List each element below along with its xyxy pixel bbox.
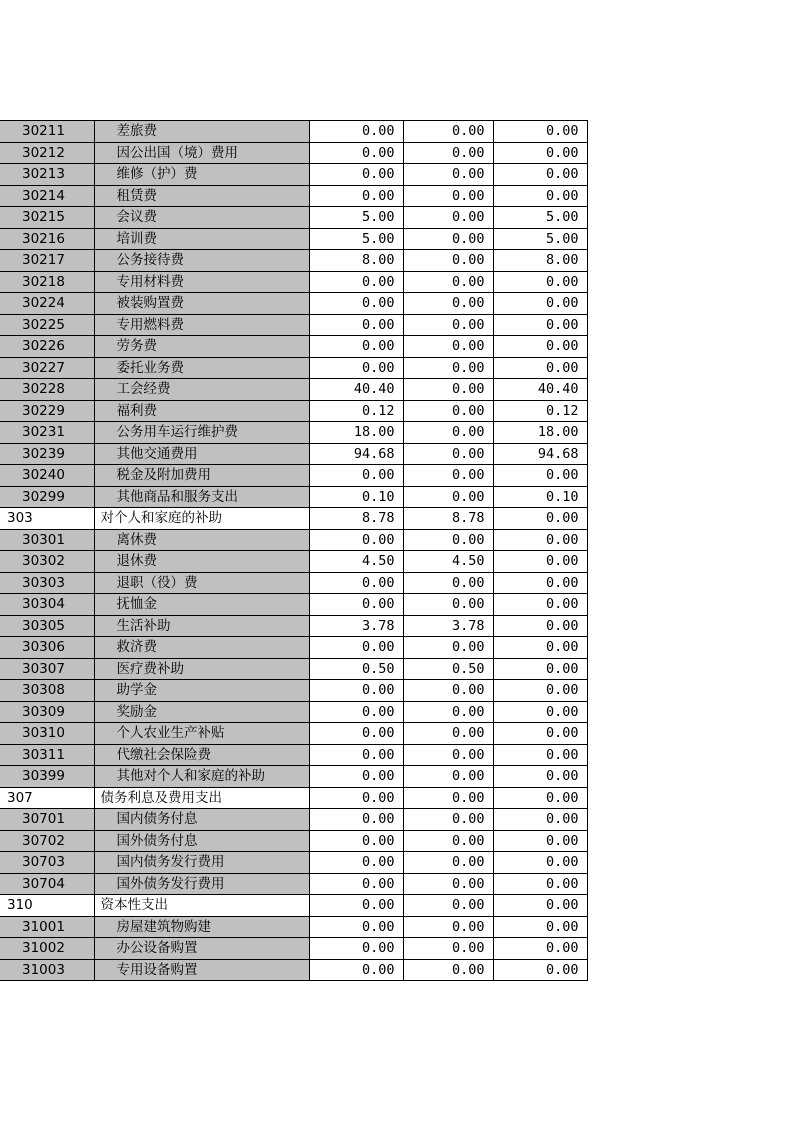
total-cell: 0.00 [309, 809, 403, 831]
total-cell: 3.78 [309, 615, 403, 637]
name-cell: 公务用车运行维护费 [94, 422, 309, 444]
name-cell: 退休费 [94, 551, 309, 573]
project-expense-cell: 0.00 [493, 271, 587, 293]
basic-expense-cell: 0.00 [403, 271, 493, 293]
code-cell: 30303 [0, 572, 94, 594]
basic-expense-cell: 0.00 [403, 465, 493, 487]
code-cell: 30310 [0, 723, 94, 745]
basic-expense-cell: 0.00 [403, 486, 493, 508]
basic-expense-cell: 0.00 [403, 207, 493, 229]
table-row [0, 293, 587, 315]
code-cell: 307 [0, 787, 94, 809]
name-cell: 救济费 [94, 637, 309, 659]
code-cell: 30306 [0, 637, 94, 659]
basic-expense-cell: 0.00 [403, 873, 493, 895]
total-cell: 0.00 [309, 142, 403, 164]
project-expense-cell: 0.00 [493, 185, 587, 207]
table-row [0, 615, 587, 637]
project-expense-cell: 0.00 [493, 293, 587, 315]
project-expense-cell: 0.00 [493, 142, 587, 164]
project-expense-cell: 0.00 [493, 744, 587, 766]
project-expense-cell: 18.00 [493, 422, 587, 444]
project-expense-cell: 0.00 [493, 701, 587, 723]
project-expense-cell: 0.00 [493, 336, 587, 358]
table-row [0, 637, 587, 659]
total-cell: 94.68 [309, 443, 403, 465]
name-cell: 因公出国（境）费用 [94, 142, 309, 164]
project-expense-cell: 0.00 [493, 529, 587, 551]
code-cell: 30301 [0, 529, 94, 551]
table-group-row [0, 508, 587, 530]
name-cell: 工会经费 [94, 379, 309, 401]
name-cell: 助学金 [94, 680, 309, 702]
basic-expense-cell: 0.00 [403, 142, 493, 164]
name-cell: 税金及附加费用 [94, 465, 309, 487]
code-cell: 30217 [0, 250, 94, 272]
total-cell: 8.78 [309, 508, 403, 530]
total-cell: 0.00 [309, 314, 403, 336]
name-cell: 其他交通费用 [94, 443, 309, 465]
table-row [0, 486, 587, 508]
total-cell: 0.00 [309, 465, 403, 487]
code-cell: 30214 [0, 185, 94, 207]
name-cell: 医疗费补助 [94, 658, 309, 680]
table-row [0, 529, 587, 551]
basic-expense-cell: 0.00 [403, 314, 493, 336]
name-cell: 资本性支出 [94, 895, 309, 917]
code-cell: 31001 [0, 916, 94, 938]
code-cell: 30227 [0, 357, 94, 379]
project-expense-cell: 0.00 [493, 465, 587, 487]
code-cell: 30299 [0, 486, 94, 508]
table-row [0, 658, 587, 680]
basic-expense-cell: 0.00 [403, 250, 493, 272]
code-cell: 30228 [0, 379, 94, 401]
code-cell: 30229 [0, 400, 94, 422]
table-group-row [0, 787, 587, 809]
table-row [0, 228, 587, 250]
project-expense-cell: 0.00 [493, 680, 587, 702]
total-cell: 0.00 [309, 637, 403, 659]
table-row [0, 701, 587, 723]
basic-expense-cell: 3.78 [403, 615, 493, 637]
total-cell: 0.00 [309, 873, 403, 895]
basic-expense-cell: 0.00 [403, 357, 493, 379]
name-cell: 房屋建筑物购建 [94, 916, 309, 938]
code-cell: 30218 [0, 271, 94, 293]
project-expense-cell: 0.00 [493, 551, 587, 573]
project-expense-cell: 0.00 [493, 830, 587, 852]
code-cell: 30702 [0, 830, 94, 852]
total-cell: 4.50 [309, 551, 403, 573]
project-expense-cell: 0.00 [493, 357, 587, 379]
code-cell: 30213 [0, 164, 94, 186]
name-cell: 培训费 [94, 228, 309, 250]
code-cell: 303 [0, 508, 94, 530]
project-expense-cell: 8.00 [493, 250, 587, 272]
code-cell: 30231 [0, 422, 94, 444]
project-expense-cell: 0.00 [493, 852, 587, 874]
basic-expense-cell: 0.00 [403, 744, 493, 766]
basic-expense-cell: 0.00 [403, 852, 493, 874]
name-cell: 对个人和家庭的补助 [94, 508, 309, 530]
name-cell: 福利费 [94, 400, 309, 422]
total-cell: 0.10 [309, 486, 403, 508]
table-row [0, 250, 587, 272]
table-row [0, 873, 587, 895]
name-cell: 债务利息及费用支出 [94, 787, 309, 809]
basic-expense-cell: 0.00 [403, 723, 493, 745]
total-cell: 0.00 [309, 766, 403, 788]
table-row [0, 809, 587, 831]
basic-expense-cell: 0.00 [403, 572, 493, 594]
name-cell: 抚恤金 [94, 594, 309, 616]
code-cell: 30304 [0, 594, 94, 616]
code-cell: 30216 [0, 228, 94, 250]
total-cell: 8.00 [309, 250, 403, 272]
total-cell: 5.00 [309, 228, 403, 250]
total-cell: 0.00 [309, 830, 403, 852]
table-row [0, 164, 587, 186]
code-cell: 30703 [0, 852, 94, 874]
table-row [0, 830, 587, 852]
code-cell: 30226 [0, 336, 94, 358]
table-row [0, 680, 587, 702]
name-cell: 专用燃料费 [94, 314, 309, 336]
project-expense-cell: 0.00 [493, 895, 587, 917]
project-expense-cell: 40.40 [493, 379, 587, 401]
total-cell: 0.00 [309, 121, 403, 143]
total-cell: 0.00 [309, 701, 403, 723]
total-cell: 5.00 [309, 207, 403, 229]
total-cell: 0.00 [309, 529, 403, 551]
basic-expense-cell: 8.78 [403, 508, 493, 530]
project-expense-cell: 0.00 [493, 508, 587, 530]
table-row [0, 357, 587, 379]
code-cell: 30399 [0, 766, 94, 788]
total-cell: 0.00 [309, 336, 403, 358]
total-cell: 0.00 [309, 185, 403, 207]
basic-expense-cell: 0.50 [403, 658, 493, 680]
code-cell: 30305 [0, 615, 94, 637]
basic-expense-cell: 0.00 [403, 164, 493, 186]
project-expense-cell: 0.00 [493, 766, 587, 788]
basic-expense-cell: 0.00 [403, 443, 493, 465]
basic-expense-cell: 0.00 [403, 529, 493, 551]
total-cell: 0.00 [309, 959, 403, 981]
table-row [0, 142, 587, 164]
project-expense-cell: 0.12 [493, 400, 587, 422]
basic-expense-cell: 0.00 [403, 787, 493, 809]
expenditure-table [0, 120, 588, 981]
basic-expense-cell: 0.00 [403, 938, 493, 960]
name-cell: 差旅费 [94, 121, 309, 143]
table-row [0, 938, 587, 960]
name-cell: 退职（役）费 [94, 572, 309, 594]
table-row [0, 271, 587, 293]
basic-expense-cell: 4.50 [403, 551, 493, 573]
table-row [0, 422, 587, 444]
project-expense-cell: 0.00 [493, 787, 587, 809]
project-expense-cell: 0.00 [493, 723, 587, 745]
name-cell: 奖励金 [94, 701, 309, 723]
basic-expense-cell: 0.00 [403, 228, 493, 250]
project-expense-cell: 5.00 [493, 228, 587, 250]
table-row [0, 594, 587, 616]
basic-expense-cell: 0.00 [403, 809, 493, 831]
table-row [0, 744, 587, 766]
total-cell: 0.00 [309, 164, 403, 186]
name-cell: 国外债务发行费用 [94, 873, 309, 895]
name-cell: 会议费 [94, 207, 309, 229]
project-expense-cell: 0.00 [493, 314, 587, 336]
project-expense-cell: 0.00 [493, 615, 587, 637]
code-cell: 30212 [0, 142, 94, 164]
name-cell: 维修（护）费 [94, 164, 309, 186]
code-cell: 30701 [0, 809, 94, 831]
table-row [0, 314, 587, 336]
table-row [0, 766, 587, 788]
basic-expense-cell: 0.00 [403, 959, 493, 981]
name-cell: 国外债务付息 [94, 830, 309, 852]
total-cell: 0.00 [309, 572, 403, 594]
code-cell: 30225 [0, 314, 94, 336]
name-cell: 专用材料费 [94, 271, 309, 293]
project-expense-cell: 94.68 [493, 443, 587, 465]
total-cell: 0.50 [309, 658, 403, 680]
basic-expense-cell: 0.00 [403, 400, 493, 422]
project-expense-cell: 0.00 [493, 809, 587, 831]
name-cell: 租赁费 [94, 185, 309, 207]
table-row [0, 207, 587, 229]
code-cell: 30302 [0, 551, 94, 573]
basic-expense-cell: 0.00 [403, 185, 493, 207]
total-cell: 0.00 [309, 357, 403, 379]
project-expense-cell: 0.00 [493, 164, 587, 186]
table-row [0, 336, 587, 358]
code-cell: 30704 [0, 873, 94, 895]
table-row [0, 723, 587, 745]
expenditure-table-body [0, 121, 587, 981]
table-row [0, 852, 587, 874]
project-expense-cell: 0.00 [493, 121, 587, 143]
code-cell: 30311 [0, 744, 94, 766]
basic-expense-cell: 0.00 [403, 830, 493, 852]
total-cell: 0.00 [309, 723, 403, 745]
basic-expense-cell: 0.00 [403, 637, 493, 659]
total-cell: 0.12 [309, 400, 403, 422]
basic-expense-cell: 0.00 [403, 121, 493, 143]
name-cell: 公务接待费 [94, 250, 309, 272]
table-row [0, 400, 587, 422]
code-cell: 30215 [0, 207, 94, 229]
name-cell: 离休费 [94, 529, 309, 551]
table-group-row [0, 895, 587, 917]
code-cell: 310 [0, 895, 94, 917]
name-cell: 国内债务付息 [94, 809, 309, 831]
code-cell: 30308 [0, 680, 94, 702]
name-cell: 委托业务费 [94, 357, 309, 379]
project-expense-cell: 0.00 [493, 594, 587, 616]
basic-expense-cell: 0.00 [403, 680, 493, 702]
table-row [0, 443, 587, 465]
code-cell: 30211 [0, 121, 94, 143]
table-row [0, 916, 587, 938]
name-cell: 国内债务发行费用 [94, 852, 309, 874]
total-cell: 0.00 [309, 293, 403, 315]
code-cell: 31003 [0, 959, 94, 981]
table-row [0, 465, 587, 487]
name-cell: 个人农业生产补贴 [94, 723, 309, 745]
total-cell: 0.00 [309, 787, 403, 809]
total-cell: 40.40 [309, 379, 403, 401]
name-cell: 劳务费 [94, 336, 309, 358]
total-cell: 0.00 [309, 852, 403, 874]
code-cell: 30309 [0, 701, 94, 723]
project-expense-cell: 0.00 [493, 873, 587, 895]
code-cell: 30307 [0, 658, 94, 680]
table-row [0, 959, 587, 981]
basic-expense-cell: 0.00 [403, 379, 493, 401]
name-cell: 代缴社会保险费 [94, 744, 309, 766]
project-expense-cell: 0.00 [493, 959, 587, 981]
table-row [0, 185, 587, 207]
total-cell: 0.00 [309, 271, 403, 293]
basic-expense-cell: 0.00 [403, 594, 493, 616]
project-expense-cell: 0.00 [493, 916, 587, 938]
total-cell: 0.00 [309, 744, 403, 766]
basic-expense-cell: 0.00 [403, 422, 493, 444]
table-row [0, 379, 587, 401]
project-expense-cell: 0.00 [493, 938, 587, 960]
code-cell: 30240 [0, 465, 94, 487]
name-cell: 专用设备购置 [94, 959, 309, 981]
project-expense-cell: 0.10 [493, 486, 587, 508]
total-cell: 0.00 [309, 895, 403, 917]
basic-expense-cell: 0.00 [403, 916, 493, 938]
total-cell: 0.00 [309, 680, 403, 702]
project-expense-cell: 0.00 [493, 658, 587, 680]
name-cell: 办公设备购置 [94, 938, 309, 960]
table-row [0, 121, 587, 143]
basic-expense-cell: 0.00 [403, 895, 493, 917]
code-cell: 30239 [0, 443, 94, 465]
total-cell: 0.00 [309, 938, 403, 960]
name-cell: 其他商品和服务支出 [94, 486, 309, 508]
basic-expense-cell: 0.00 [403, 336, 493, 358]
name-cell: 生活补助 [94, 615, 309, 637]
total-cell: 0.00 [309, 916, 403, 938]
code-cell: 30224 [0, 293, 94, 315]
basic-expense-cell: 0.00 [403, 293, 493, 315]
project-expense-cell: 0.00 [493, 637, 587, 659]
code-cell: 31002 [0, 938, 94, 960]
project-expense-cell: 0.00 [493, 572, 587, 594]
total-cell: 18.00 [309, 422, 403, 444]
name-cell: 其他对个人和家庭的补助 [94, 766, 309, 788]
name-cell: 被装购置费 [94, 293, 309, 315]
table-row [0, 572, 587, 594]
total-cell: 0.00 [309, 594, 403, 616]
table-row [0, 551, 587, 573]
project-expense-cell: 5.00 [493, 207, 587, 229]
basic-expense-cell: 0.00 [403, 701, 493, 723]
basic-expense-cell: 0.00 [403, 766, 493, 788]
